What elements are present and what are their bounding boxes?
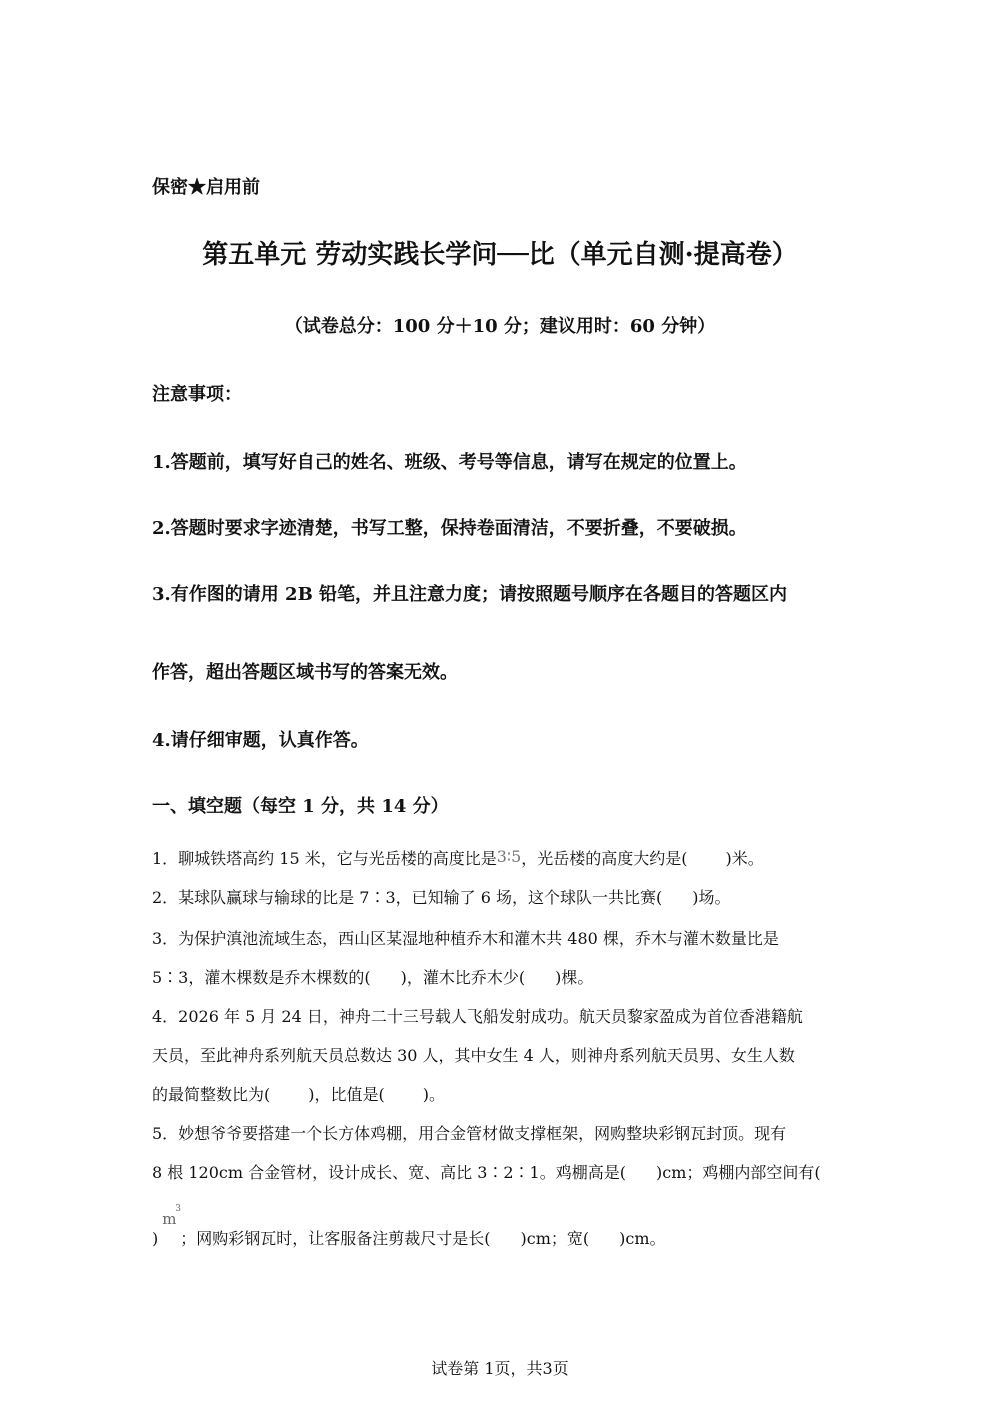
question-2-text-a: 2．某球队赢球与输球的比是 7∶3，已知输了 6 场，这个球队一共比赛( [152, 888, 663, 907]
question-5-line-1: 5．妙想爷爷要搭建一个长方体鸡棚，用合金管材做支撑框架，网购整块彩钢瓦封顶。现有 [152, 1124, 787, 1143]
question-1-text-a: 1．聊城铁塔高约 15 米，它与光岳楼的高度比是 [152, 849, 497, 868]
question-3-text-c: )棵。 [555, 968, 594, 987]
question-5-line-3 [152, 1204, 666, 1249]
question-4-text-a: 的最简整数比为( [152, 1085, 271, 1104]
section-heading-fill-in-blank: 一、填空题（每空 1 分，共 14 分） [152, 796, 449, 817]
question-4-line-2: 天员，至此神舟系列航天员总数达 30 人，其中女生 4 人，则神舟系列航天员男、女生人数 [152, 1046, 795, 1065]
notice-item-3-line-1: 3.有作图的请用 2B 铅笔，并且注意力度；请按照题号顺序在各题目的答题区内 [152, 584, 788, 605]
question-3-text-a: 5∶3，灌木棵数是乔木棵数的( [152, 968, 371, 987]
question-1-ratio: 3∶5 [496, 847, 522, 866]
question-5-text-e: )cm；宽( [520, 1229, 590, 1248]
notice-item-1: 1.答题前，填写好自己的姓名、班级、考号等信息，请写在规定的位置上。 [152, 452, 747, 473]
question-5-text-b: )cm；鸡棚内部空间有( [655, 1163, 821, 1182]
page-footer: 试卷第 1页，共3页 [431, 1359, 569, 1378]
notice-item-3-line-2: 作答，超出答题区域书写的答案无效。 [152, 662, 458, 683]
question-2-text-b: )场。 [692, 888, 731, 907]
question-1 [152, 846, 764, 869]
question-5-text-a: 8 根 120cm 合金管材，设计成长、宽、高比 3∶2∶1。鸡棚高是( [152, 1163, 626, 1182]
question-4-line-3 [152, 1082, 445, 1105]
question-5-text-f: )cm。 [619, 1229, 666, 1248]
unit-m: m [162, 1210, 177, 1228]
question-1-text-c: )米。 [725, 849, 764, 868]
question-4-text-c: )。 [422, 1085, 445, 1104]
unit-exponent: 3 [175, 1204, 181, 1214]
notice-item-2: 2.答题时要求字迹清楚，书写工整，保持卷面清洁，不要折叠，不要破损。 [152, 518, 747, 539]
question-1-text-b: ，光岳楼的高度大约是( [521, 849, 688, 868]
page-title: 第五单元 劳动实践长学问──比（单元自测·提高卷） [202, 240, 798, 270]
question-5-line-2 [152, 1160, 821, 1183]
notices-heading: 注意事项： [152, 384, 242, 405]
notice-item-4: 4.请仔细审题，认真作答。 [152, 730, 369, 751]
question-3-line-1: 3．为保护滇池流域生态，西山区某湿地种植乔木和灌木共 480 棵，乔木与灌木数量比是 [152, 929, 779, 948]
question-5-text-d: ；网购彩钢瓦时，让客服备注剪裁尺寸是长( [180, 1229, 491, 1248]
question-4-line-1: 4．2026 年 5 月 24 日，神舟二十三号载人飞船发射成功。航天员黎家盈成为首位香港籍航 [152, 1007, 803, 1026]
question-3-text-b: )，灌木比乔木少( [400, 968, 526, 987]
exam-subtitle: （试卷总分：100 分＋10 分；建议用时：60 分钟） [284, 316, 716, 337]
question-5-text-c: ) [152, 1229, 159, 1248]
cubic-meter-unit [158, 1204, 181, 1244]
question-3-line-2 [152, 965, 593, 988]
question-4-text-b: )，比值是( [308, 1085, 385, 1104]
confidential-label: 保密★启用前 [152, 177, 260, 198]
question-2 [152, 885, 730, 908]
